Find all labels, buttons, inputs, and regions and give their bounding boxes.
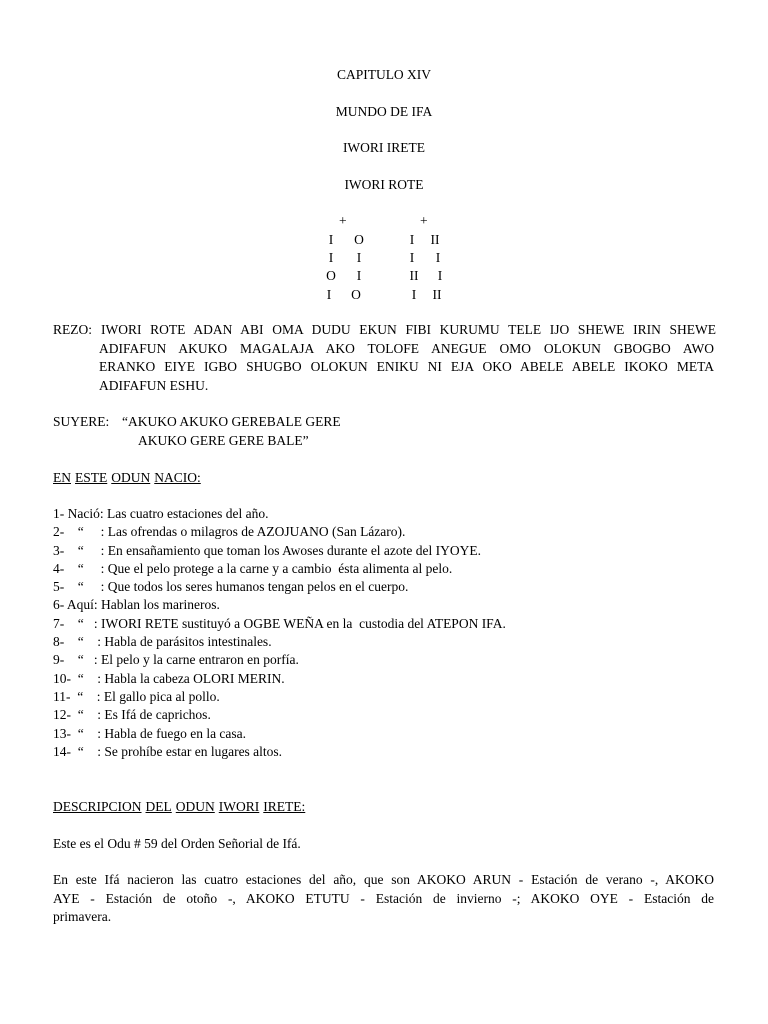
chapter-title: CAPITULO XIV (336, 67, 432, 82)
en-este-odun-heading (53, 469, 201, 487)
signature-mark: I (356, 268, 362, 283)
suyere-line: AKUKO GERE GERE BALE” (138, 433, 309, 448)
signature-mark: II (432, 287, 442, 302)
heading-word: NACIO: (154, 470, 201, 485)
heading-word: ODUN (175, 799, 215, 814)
list-item: 2- “ : Las ofrendas o milagros de AZOJUANO (San Lázaro). (53, 524, 406, 540)
heading-word: IRETE: (263, 799, 306, 814)
signature-plus-left: + (339, 213, 347, 228)
list-item: 13- “ : Habla de fuego en la casa. (53, 725, 247, 741)
signature-mark: I (409, 232, 415, 247)
signature-mark: I (356, 250, 362, 265)
odun-name: IWORI IRETE (342, 140, 426, 155)
estaciones-paragraph (53, 871, 714, 927)
suyere-line: “AKUKO AKUKO GEREBALE GERE (122, 414, 341, 429)
paragraph-line: primavera. (53, 909, 112, 924)
signature-plus-right: + (420, 213, 428, 228)
list-item: 9- “ : El pelo y la carne entraron en porfía. (53, 652, 299, 668)
signature-mark: O (351, 287, 361, 302)
signature-mark: I (328, 232, 334, 247)
rezo-line: ADIFAFUN ESHU. (99, 377, 209, 393)
rezo-line: ADIFAFUN AKUKO MAGALAJA AKO TOLOFE ANEGUE OMO OLOKUN GBOGBO AWO (99, 340, 714, 356)
heading-word: ODUN (111, 470, 151, 485)
list-item: 12- “ : Es Ifá de caprichos. (53, 707, 211, 723)
signature-row (0, 286, 768, 304)
signature-mark: I (411, 287, 417, 302)
heading-word: DEL (145, 799, 172, 814)
signature-mark: I (437, 268, 443, 283)
paragraph-line: AYE - Estación de otoño -, AKOKO ETUTU - Estación de invierno -; AKOKO OYE - Estación de (53, 890, 714, 906)
list-item: 1- Nació: Las cuatro estaciones del año. (53, 506, 269, 521)
signature-mark: II (430, 232, 440, 247)
signature-row (0, 231, 768, 249)
list-item: 11- “ : El gallo pica al pollo. (53, 688, 220, 704)
odun-alt-name: IWORI ROTE (344, 177, 424, 192)
odu-number-text: Este es el Odu # 59 del Orden Señorial de Ifá. (53, 836, 301, 851)
heading-word: IWORI (218, 799, 260, 814)
heading-word: EN (53, 470, 71, 485)
list-item: 3- “ : En ensañamiento que toman los Awoses durante el azote del IYOYE. (53, 542, 482, 558)
list-item: 8- “ : Habla de parásitos intestinales. (53, 634, 272, 650)
signature-row (0, 249, 768, 267)
signature-mark: I (435, 250, 441, 265)
signature-mark: I (328, 250, 334, 265)
descripcion-heading (53, 798, 305, 816)
heading-word: ESTE (75, 470, 108, 485)
world-title: MUNDO DE IFA (335, 104, 433, 119)
list-item: 14- “ : Se prohíbe estar en lugares altos. (53, 743, 283, 759)
heading-word: DESCRIPCION (53, 799, 142, 814)
signature-mark: II (409, 268, 419, 283)
list-item: 4- “ : Que el pelo protege a la carne y a cambio ésta alimenta al pelo. (53, 560, 453, 576)
signature-mark: O (354, 232, 364, 247)
list-item: 6- Aquí: Hablan los marineros. (53, 597, 220, 613)
signature-mark: O (326, 268, 336, 283)
signature-row (0, 267, 768, 285)
paragraph-line: En este Ifá nacieron las cuatro estaciones del año, que son AKOKO ARUN - Estación de verano -, AKOKO (53, 872, 714, 887)
suyere-label: SUYERE: (53, 414, 110, 429)
list-item: 7- “ : IWORI RETE sustituyó a OGBE WEÑA en la custodia del ATEPON IFA. (53, 615, 506, 631)
rezo-line: ERANKO EIYE IGBO SHUGBO OLOKUN ENIKU NI EJA OKO ABELE ABELE IKOKO META (99, 359, 714, 374)
signature-mark: I (409, 250, 415, 265)
list-item: 10- “ : Habla la cabeza OLORI MERIN. (53, 670, 285, 686)
rezo-label: REZO: (53, 322, 92, 337)
list-item: 5- “ : Que todos los seres humanos tengan pelos en el cuerpo. (53, 579, 409, 595)
nacio-list (53, 505, 713, 761)
rezo-line: IWORI ROTE ADAN ABI OMA DUDU EKUN FIBI KURUMU TELE IJO SHEWE IRIN SHEWE (101, 322, 716, 337)
signature-mark: I (326, 287, 332, 302)
